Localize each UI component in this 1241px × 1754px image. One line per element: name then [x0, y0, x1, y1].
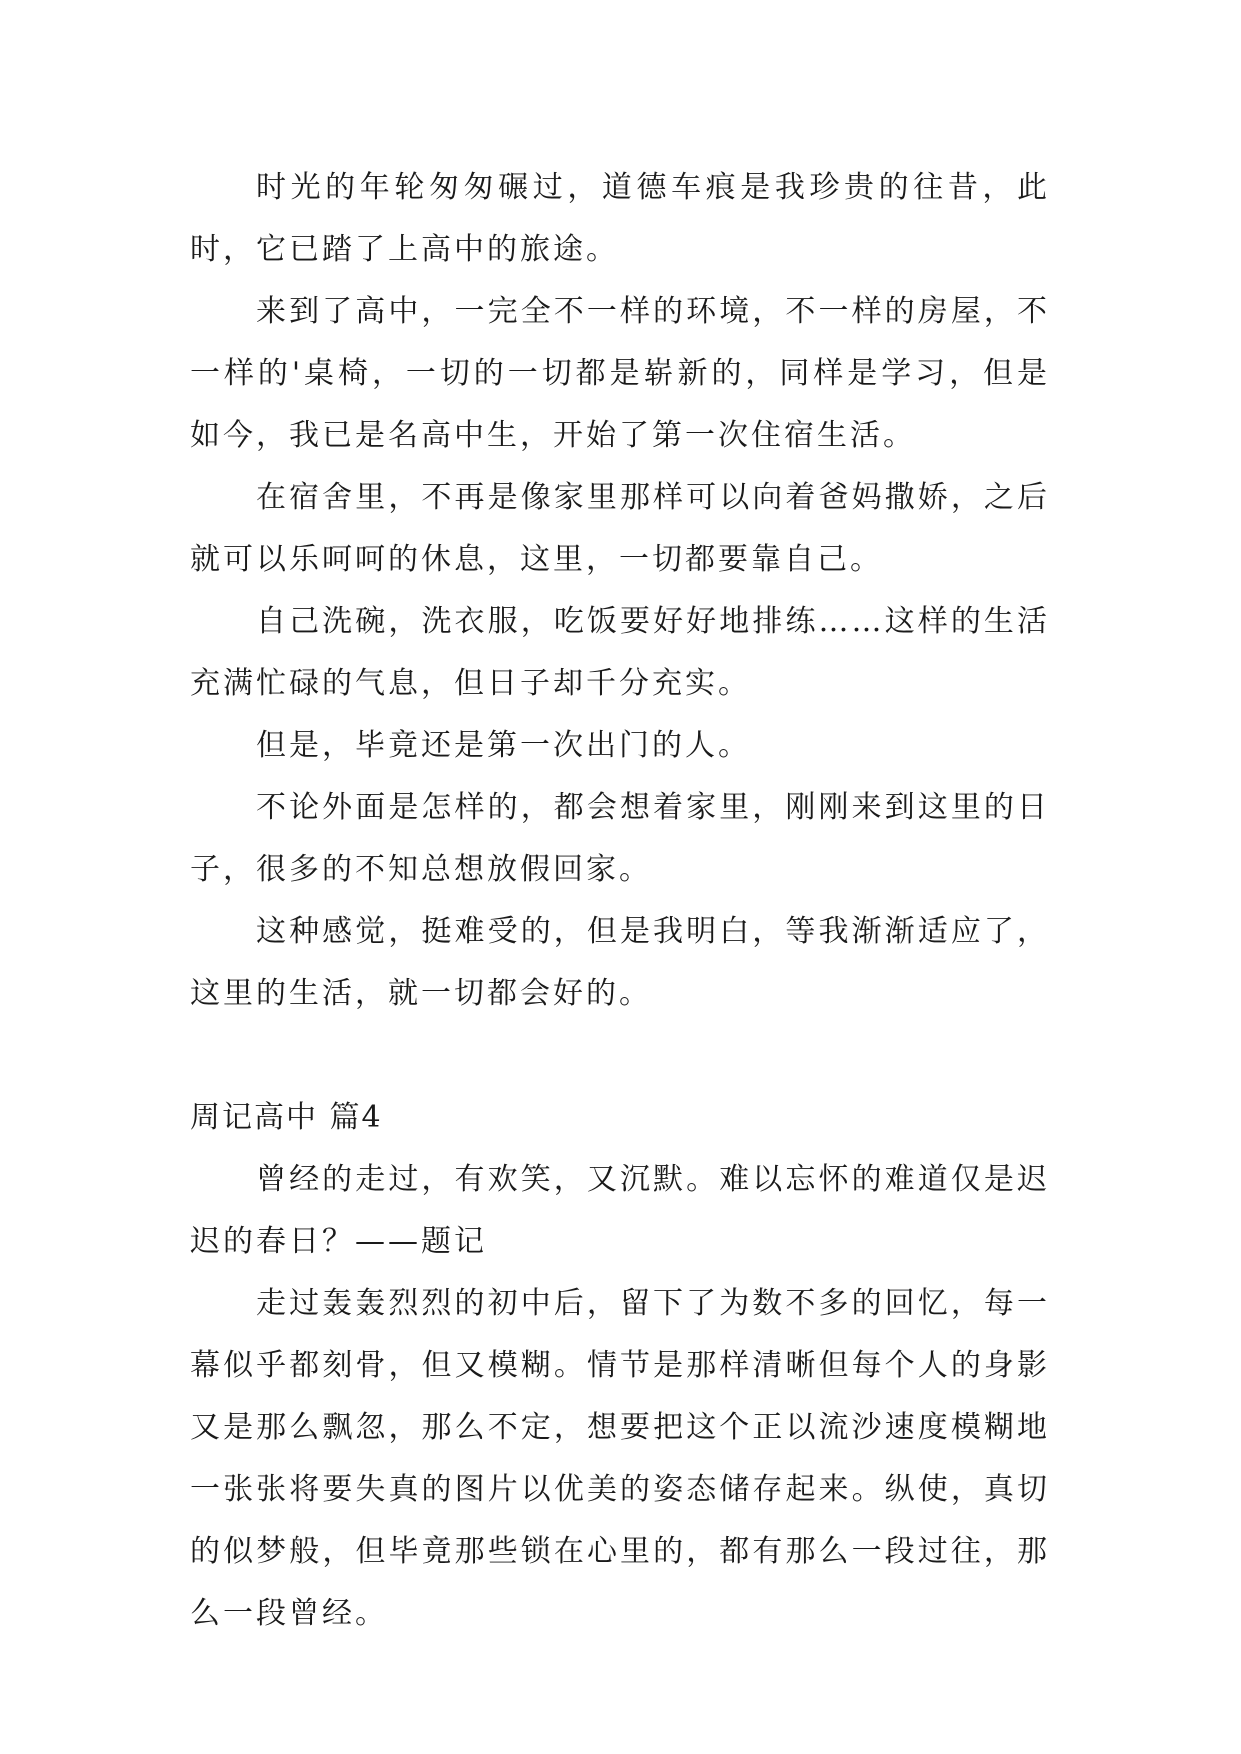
paragraph: 时光的年轮匆匆碾过，道德车痕是我珍贵的往昔，此时，它已踏了上高中的旅途。 — [190, 170, 1050, 267]
paragraph: 来到了高中，一完全不一样的环境，不一样的房屋，不一样的'桌椅，一切的一切都是崭新的，同样是学习，但是如今，我已是名高中生，开始了第一次住宿生活。 — [190, 294, 1050, 453]
paragraph: 这种感觉，挺难受的，但是我明白，等我渐渐适应了，这里的生活，就一切都会好的。 — [190, 914, 1050, 1011]
paragraph: 但是，毕竟还是第一次出门的人。 — [256, 728, 751, 763]
paragraph: 在宿舍里，不再是像家里那样可以向着爸妈撒娇，之后就可以乐呵呵的休息，这里，一切都要靠自己。 — [190, 480, 1050, 577]
document-body — [190, 157, 1050, 1645]
paragraph: 曾经的走过，有欢笑，又沉默。难以忘怀的难道仅是迟迟的春日？——题记 — [190, 1162, 1050, 1259]
paragraph: 不论外面是怎样的，都会想着家里，刚刚来到这里的日子，很多的不知总想放假回家。 — [190, 790, 1050, 887]
section-heading: 周记高中 篇4 — [190, 1100, 383, 1135]
paragraph: 走过轰轰烈烈的初中后，留下了为数不多的回忆，每一幕似乎都刻骨，但又模糊。情节是那样清晰但每个人的身影又是那么飘忽，那么不定，想要把这个正以流沙速度模糊地一张张将要失真的图片以优美的姿态储存起来。纵使，真切的似梦般，但毕竟那些锁在心里的，都有那么一段过往，那么一段曾经。 — [190, 1286, 1050, 1631]
paragraph: 自己洗碗，洗衣服，吃饭要好好地排练……这样的生活充满忙碌的气息，但日子却千分充实。 — [190, 604, 1050, 701]
